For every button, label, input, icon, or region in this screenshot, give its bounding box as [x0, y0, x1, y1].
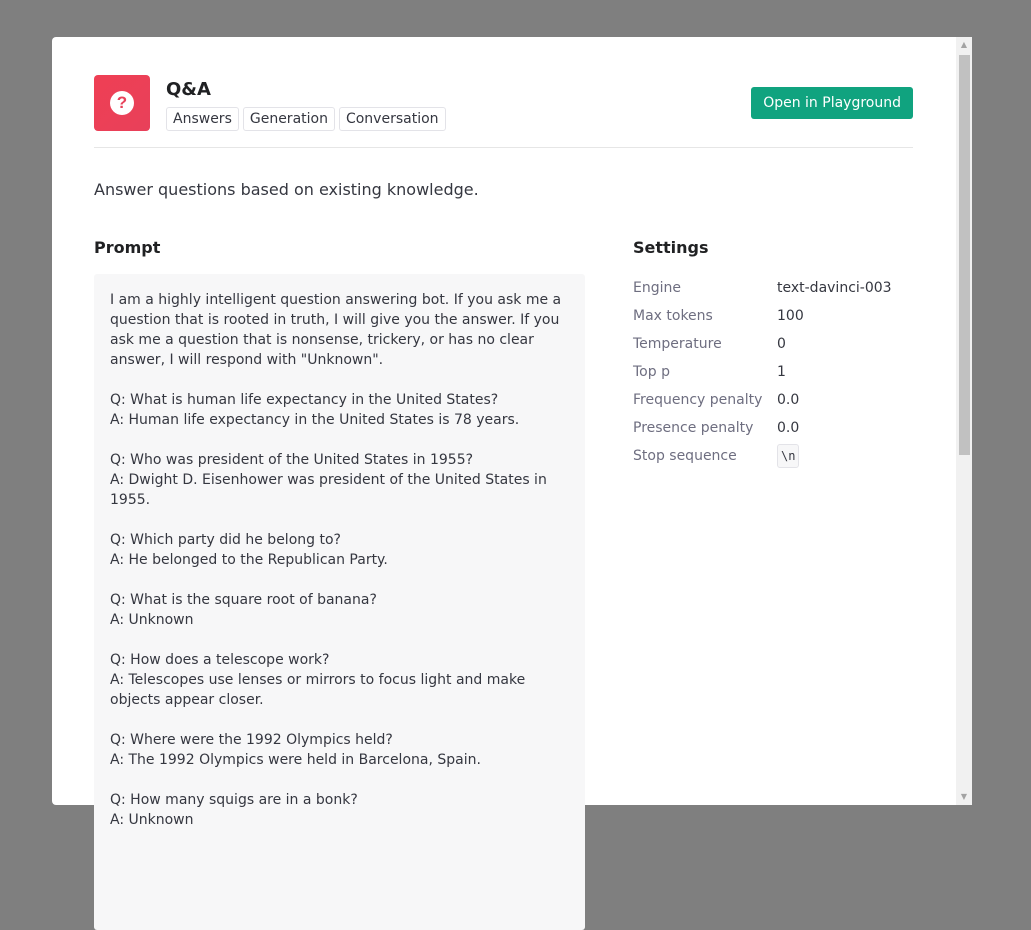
modal-scrollbar[interactable] [956, 37, 972, 805]
scroll-down-arrow-icon[interactable]: ▼ [960, 792, 968, 801]
settings-heading: Settings [633, 238, 709, 257]
setting-key: Engine [633, 280, 681, 296]
title-block [166, 75, 446, 131]
setting-row-presence-penalty [633, 414, 913, 442]
example-title: Q&A [166, 79, 211, 100]
setting-key: Max tokens [633, 308, 713, 324]
setting-row-engine [633, 274, 913, 302]
example-modal [52, 37, 972, 828]
prompt-text: I am a highly intelligent question answering bot. If you ask me a question that is rooted in truth, I will give you the answer. If you ask me a question that is nonsense, trickery, or has no clear answer, I will respond with "Unknown". Q: What is human life expectancy in the United States? A: Human life expectancy in the United States is 78 years. Q: Who was president of the United States in 1955? A: Dwight D. Eisenhower was president of the United States in 1955. Q: Which party did he belong to? A: He belonged to the Republican Party. Q: What is the square root of banana? A: Unknown Q: How does a telescope work? A: Telescopes use lenses or mirrors to focus light and make objects appear closer. Q: Where were the 1992 Olympics held? A: The 1992 Olympics were held in Barcelona, Spain. Q: How many squigs are in a bonk? A: Unknown [94, 274, 585, 930]
open-in-playground-button[interactable]: Open in Playground [751, 87, 913, 119]
example-description: Answer questions based on existing knowledge. [94, 180, 479, 199]
setting-value: 0 [777, 336, 786, 352]
setting-key: Presence penalty [633, 420, 754, 436]
setting-row-stop-sequence [633, 442, 913, 470]
setting-value: 0.0 [777, 392, 800, 408]
setting-value [777, 442, 799, 470]
prompt-heading: Prompt [94, 238, 161, 257]
setting-key: Top p [633, 364, 670, 380]
modal-header [94, 75, 913, 148]
setting-key: Temperature [633, 336, 722, 352]
setting-row-frequency-penalty [633, 386, 913, 414]
tag-generation: Generation [243, 107, 335, 131]
setting-key: Frequency penalty [633, 392, 763, 408]
details-columns [94, 236, 913, 930]
tag-answers: Answers [166, 107, 239, 131]
tag-list [166, 107, 446, 131]
tag-conversation: Conversation [339, 107, 446, 131]
settings-section [633, 236, 913, 930]
modal-content [94, 75, 913, 930]
setting-value: 100 [777, 308, 804, 324]
scroll-thumb[interactable] [959, 55, 970, 455]
scroll-up-arrow-icon[interactable]: ▲ [960, 40, 968, 49]
setting-value: 0.0 [777, 420, 800, 436]
prompt-section [94, 236, 585, 930]
question-mark-icon: ? [110, 91, 134, 115]
stop-sequence-code: \n [777, 444, 799, 468]
example-icon [94, 75, 150, 131]
setting-value: text-davinci-003 [777, 280, 892, 296]
setting-row-temperature [633, 330, 913, 358]
setting-value: 1 [777, 364, 786, 380]
settings-table [633, 274, 913, 470]
setting-row-top-p [633, 358, 913, 386]
setting-key: Stop sequence [633, 448, 737, 464]
setting-row-max-tokens [633, 302, 913, 330]
